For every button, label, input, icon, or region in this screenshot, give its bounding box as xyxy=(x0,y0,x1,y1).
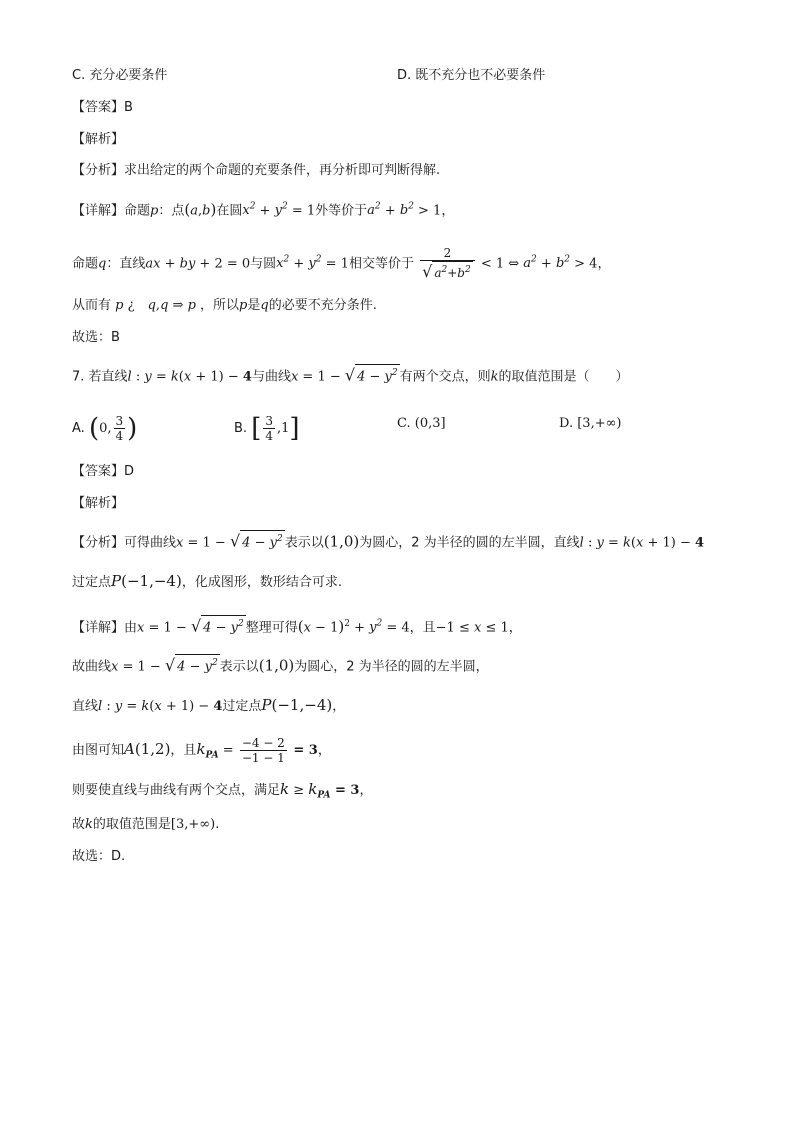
q7-answer: 【答案】D xyxy=(72,464,135,479)
q7-option-a: A. (0, $\frac{3}{4}$ ) xyxy=(72,413,138,444)
q6-detail-line-1: 【详解】命题p：点(a,b)在圆$x^2 + y^2 = 1$外等价于$a^2 + b^2 > 1$， xyxy=(72,200,455,219)
q6-detail-line-3: 从而有 p ¿ q,q ⇒ p ，所以p是q的必要不充分条件. xyxy=(72,298,377,313)
q7-detail-line-2: 故曲线x = 1 − √ $4 - y^2$ 表示以(1,0)为圆心，2 为半径的圆的左半圆， xyxy=(72,655,489,675)
q6-detail-line-2: 命题q：直线ax + by + 2 = 0与圆$x^2 + y^2 = 1$相交等价于 $\frac{2}{√ a^2+b^2}$ < 1 ⇔ $a^2 + b^2 > 4$， xyxy=(72,246,611,282)
q6-option-c: C. 充分必要条件 xyxy=(72,68,168,83)
q7-option-b: B. [ $\frac{3}{4}$ ,1] xyxy=(234,413,300,444)
q6-conclusion: 故选：B xyxy=(72,330,120,345)
q6-analysis-heading: 【解析】 xyxy=(72,132,125,147)
q6-answer: 【答案】B xyxy=(72,100,133,115)
q7-detail-line-6: 故k的取值范围是[3,+∞). xyxy=(72,817,220,832)
q7-detail-line-5: 则要使直线与曲线有两个交点，满足$k \ge k_{PA} = 3$， xyxy=(72,780,373,801)
q7-detail-line-1: 【详解】由x = 1 − √ $4 - y^2$ 整理可得$(x - 1)^2 + y^2 = 4$，且−1 ≤ x ≤ 1， xyxy=(72,616,522,636)
q7-option-d: D. [3,+∞) xyxy=(559,416,622,431)
q7-detail-line-3: 直线l : y = k(x + 1) − 4过定点P(−1,−4)， xyxy=(72,696,346,714)
q7-analysis-heading: 【解析】 xyxy=(72,496,125,511)
q7-option-c: C. (0,3] xyxy=(397,416,446,431)
q7-fenxi-line-2: 过定点P(−1,−4)，化成图形，数形结合可求. xyxy=(72,572,342,590)
q7-stem: 7. 若直线l : y = k(x + 1) − 4与曲线x = 1 − √ $4 - y^2$ 有两个交点，则k的取值范围是（ ） xyxy=(72,365,629,385)
q7-fenxi-line-1: 【分析】可得曲线x = 1 − √ $4 - y^2$ 表示以(1,0)为圆心，2 为半径的圆的左半圆，直线l : y = k(x + 1) − 4 xyxy=(72,531,705,551)
q7-conclusion: 故选：D. xyxy=(72,849,126,864)
q6-option-d: D. 既不充分也不必要条件 xyxy=(397,68,546,83)
q6-fenxi: 【分析】求出给定的两个命题的充要条件，再分析即可判断得解. xyxy=(72,163,441,178)
q7-detail-line-4: 由图可知A(1,2)，且$k_{PA}$ = $\frac{-4 - 2}{-1 - 1}$ = 3， xyxy=(72,736,331,765)
distance-fraction: $\frac{2}{√ a^2+b^2}$ xyxy=(420,246,475,281)
